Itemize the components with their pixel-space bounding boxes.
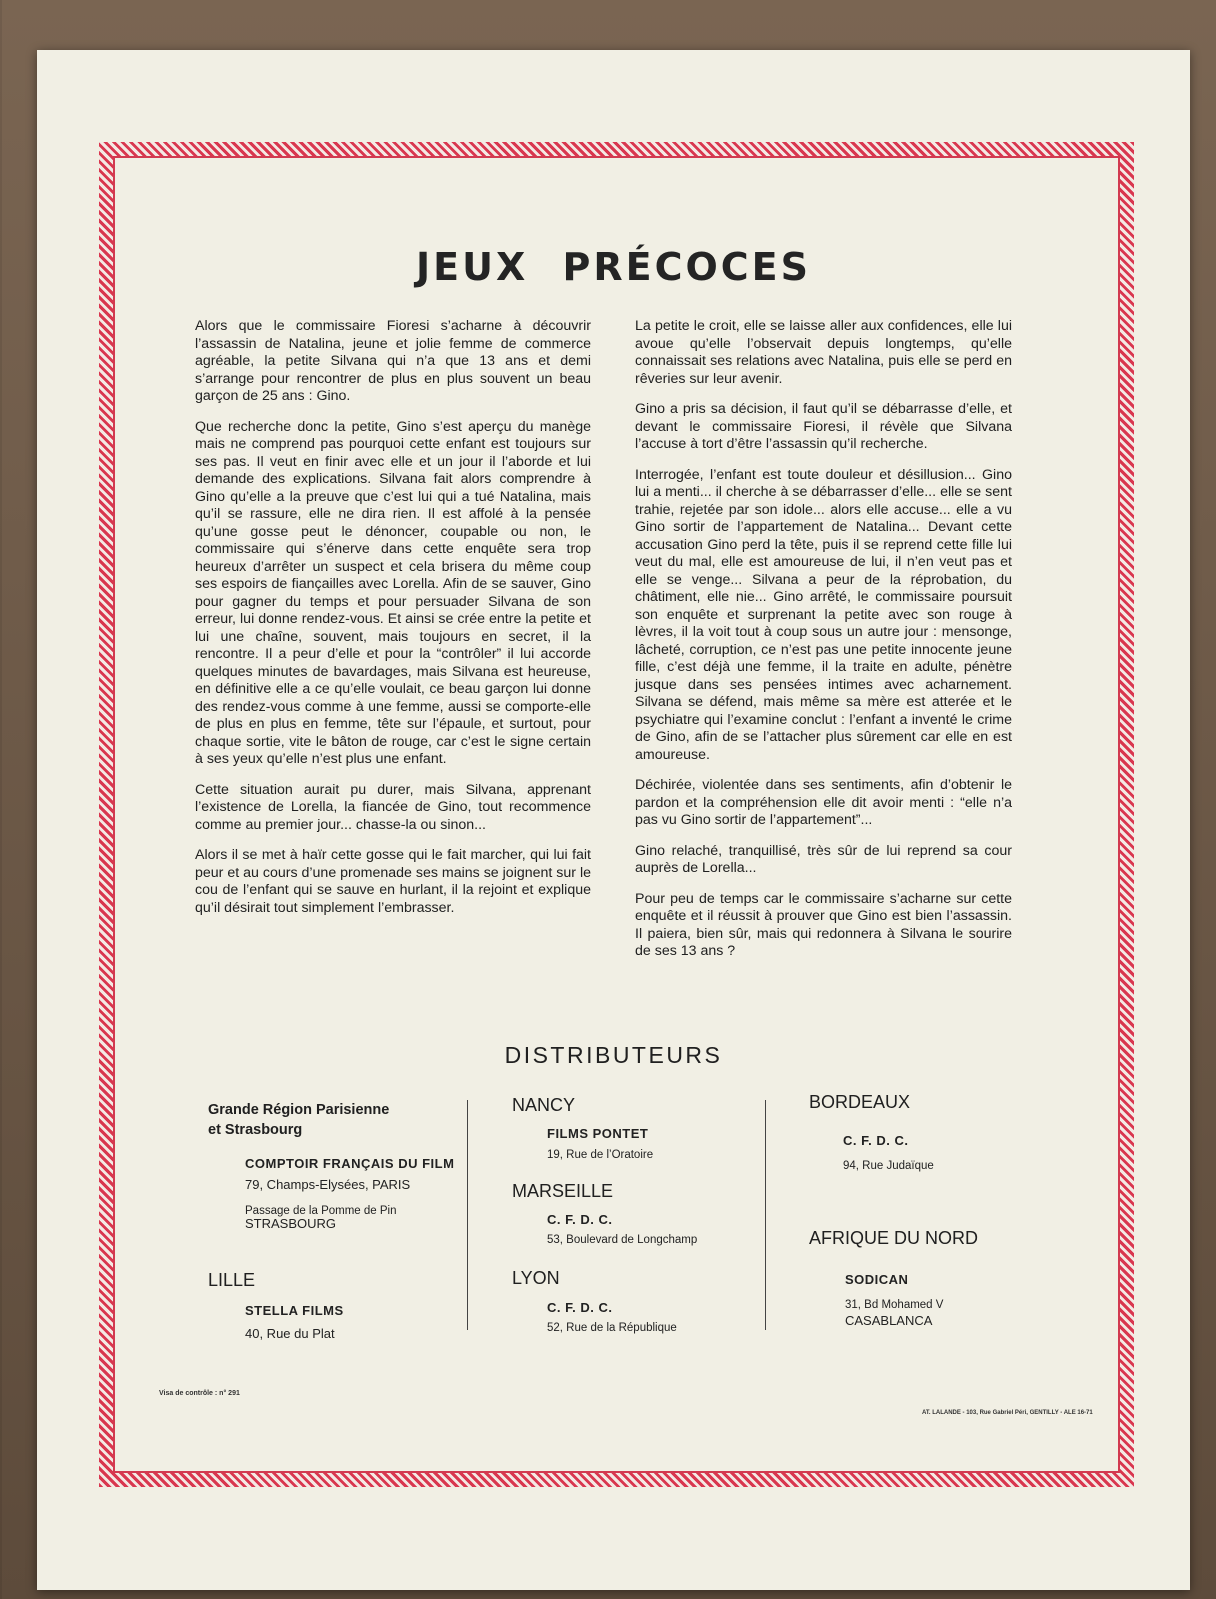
paragraph: Pour peu de temps car le commissaire s’acharne sur cette enquête et il réussit à prouver que Gino est bien l’assassin. Il paiera, bien sûr, mais qui redonnera à Silvana le sourire de ses 13 ans ? [635,890,1012,959]
distributor-region-lyon: LYON [512,1268,560,1288]
paragraph: Alors que le commissaire Fioresi s’acharne à découvrir l’assassin de Natalina, jeune et jolie femme de commerce agréable, la petite Silvana qui n’a que 13 ans et demi s’arrange pour rencontrer de plus en plus souvent un beau garçon de 25 ans : Gino. [195,318,591,404]
synopsis-left-column [195,318,591,930]
distributor-address: 79, Champs-Elysées, PARIS [245,1177,411,1192]
paragraph: Interrogée, l’enfant est toute douleur et désillusion... Gino lui a menti... il cherche à se débarrasser d’elle... elle se sent trahie, rejetée par son idole... alors elle accuse... elle a vu Gino sortir de l’appartement de Natalina... Devant cette accusation Gino perd la tête, puis il se reprend cette fille lui veut du mal, elle est amoureuse de lui, il n’en veut pas et elle se venge... Silvana a peur de la réprobation, du châtiment, elle nie... Gino arrêté, le commissaire poursuit son enquête et surprenant la petite avec son rouge à lèvres, il la voit tout à coup sous un autre jour : mensonge, lâcheté, corruption, ce n’est pas une petite innocente jeune fille, c’est déjà une femme, il la traite en adulte, pénètre jusque dans ses pensées intimes avec acharnement. Silvana se défend, mais même sa mère est atterée et le psychiatre qui l’examine conclut : l’enfant a inventé le crime de Gino, afin de se l’attacher plus sûrement car elle en est amoureuse. [635,466,1012,763]
distributor-address: Passage de la Pomme de Pin [245,1205,397,1217]
paragraph: Que recherche donc la petite, Gino s’est aperçu du manège mais ne comprend pas pourquoi cette enfant est toujours sur ses pas. Il veut en finir avec elle et un jour il l’aborde et lui demande des explications. Silvana fait alors comprendre à Gino qu’elle a la preuve que c’est lui qui a tué Natalina, mais qu’il se rassure, elle ne dira rien. Il est affolé à la pensée qu’une gosse peut le dénoncer, coupable ou non, le commissaire qui s’énerve dans cette enquête sera trop heureux d’arrêter un suspect et cela brisera du même coup ses espoirs de fiançailles avec Lorella. Afin de se sauver, Gino pour gagner du temps et pour persuader Silvana de son erreur, lui donne rendez-vous. Et ainsi se crée entre la petite et lui une chaîne, souvent, mais toujours en secret, il la rencontre. Il a peur d’elle et pour la “contrôler” il lui accorde quelques minutes de bavardages, mais Silvana est heureuse, en définitive elle a ce qu’elle voulait, ce beau garçon lui donne des rendez-vous comme à une femme, aussi se comporte-elle de plus en plus en femme, tête sur l’épaule, et surtout, pour chaque sortie, vite le bâton de rouge, car c’est le signe certain à ses yeux qu’elle n’est plus une enfant. [195,418,591,767]
distributor-region-afrique-du-nord: AFRIQUE DU NORD [809,1228,979,1248]
paragraph: Gino a pris sa décision, il faut qu’il se débarrasse d’elle, et devant le commissaire Fioresi, il révèle que Silvana l’accuse à tort d’être l’assassin qu’il recherche. [635,401,1012,452]
page-title: JEUX PRÉCOCES [416,245,811,289]
paragraph: Gino relaché, tranquillisé, très sûr de lui reprend sa cour auprès de Lorella... [635,842,1012,876]
distributor-region-nancy: NANCY [512,1095,576,1115]
paragraph: La petite le croit, elle se laisse aller aux confidences, elle lui avoue qu’elle l’observait depuis longtemps, qu’elle connaissait ses relations avec Natalina, puis elle se perd en rêveries sur leur avenir. [635,318,1012,387]
paragraph: Alors il se met à haïr cette gosse qui le fait marcher, qui lui fait peur et au cours d’une promenade ses mains se joignent sur le cou de l’enfant qui se sauve en hurlant, il la rejoint et explique qu’il désirait tout simplement l’embrasser. [195,847,591,916]
column-divider [467,1100,468,1330]
distributor-region-lille: LILLE [208,1270,256,1290]
distributor-address: STRASBOURG [245,1216,337,1231]
distributor-region-marseille: MARSEILLE [512,1181,614,1201]
poster-sheet [37,50,1190,1590]
printer-credit: AT. LALANDE - 103, Rue Gabriel Péri, GENTILLY - ALE 16-71 [922,1410,1093,1416]
distributor-company: C. F. D. C. [547,1300,613,1315]
synopsis-right-column [635,318,1012,974]
distributor-address: CASABLANCA [845,1313,933,1328]
distributor-address: 31, Bd Mohamed V [845,1299,944,1311]
paragraph: Cette situation aurait pu durer, mais Silvana, apprenant l’existence de Lorella, la fiancée de Gino, tout recommence comme au premier jour... chasse-la ou sinon... [195,781,591,833]
distributors-heading: DISTRIBUTEURS [504,1042,723,1068]
distributor-address: 94, Rue Judaïque [843,1160,934,1172]
distributor-address: 40, Rue du Plat [245,1326,335,1341]
distributor-company: FILMS PONTET [547,1126,649,1141]
distributor-address: 52, Rue de la République [547,1322,677,1334]
distributor-address: 19, Rue de l’Oratoire [547,1149,654,1161]
distributor-company: C. F. D. C. [547,1212,613,1227]
column-divider [765,1100,766,1330]
distributor-region-bordeaux: BORDEAUX [809,1092,911,1112]
distributor-company: SODICAN [845,1272,909,1287]
distributor-company: C. F. D. C. [843,1133,909,1148]
visa-number: Visa de contrôle : n° 291 [159,1390,240,1397]
distributor-region-paris: Grande Région Parisienne et Strasbourg [208,1102,390,1138]
distributor-company: COMPTOIR FRANÇAIS DU FILM [245,1156,455,1171]
paragraph: Déchirée, violentée dans ses sentiments, afin d’obtenir le pardon et la compréhension elle dit avoir menti : “elle n’a pas vu Gino sortir de l’appartement”... [635,777,1012,828]
distributor-company: STELLA FILMS [245,1303,344,1318]
distributor-address: 53, Boulevard de Longchamp [547,1234,698,1246]
